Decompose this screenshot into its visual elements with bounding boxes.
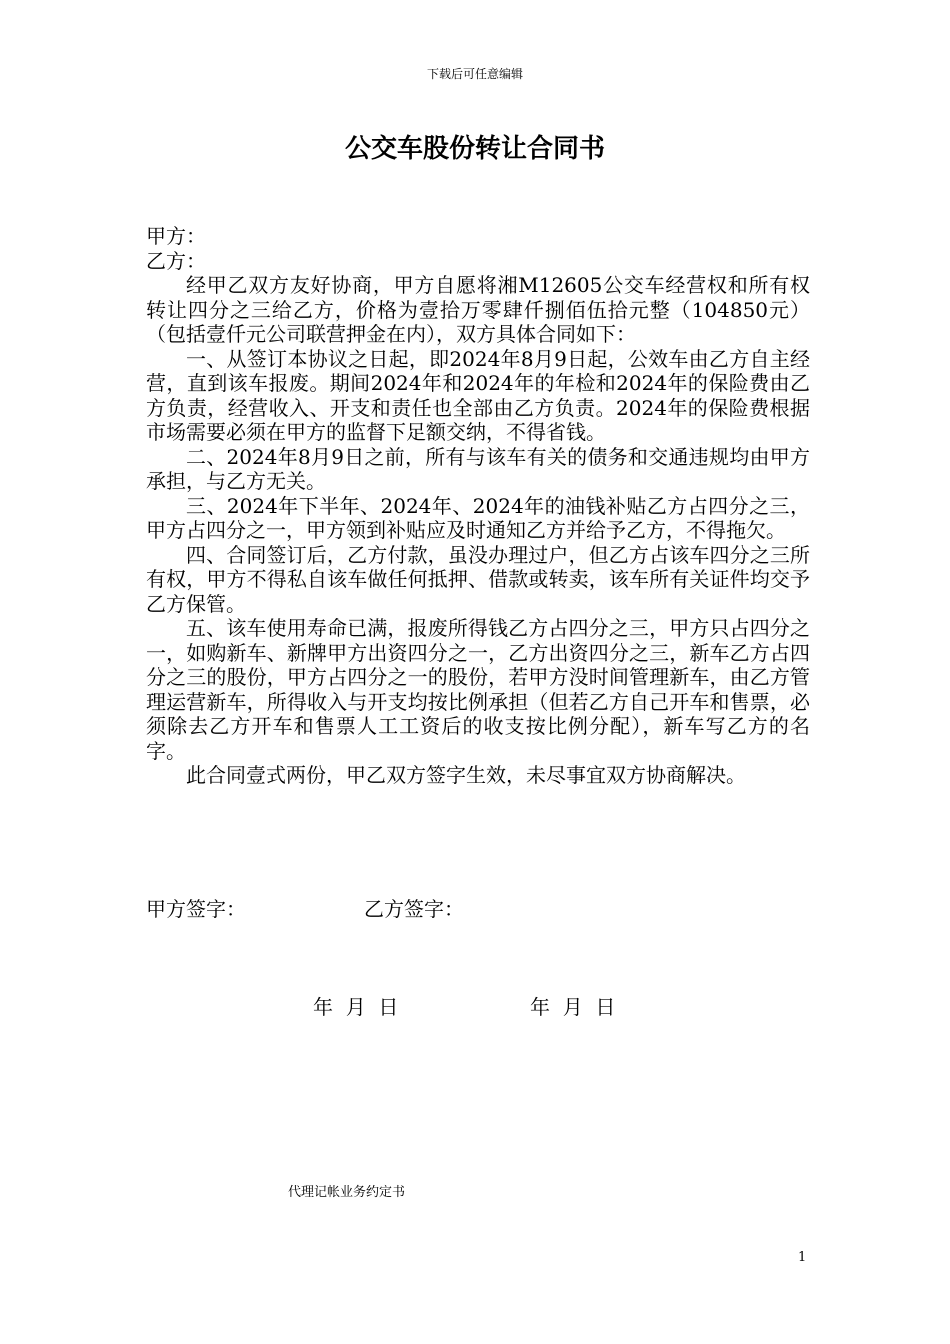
header-note: 下载后可任意编辑: [426, 67, 523, 81]
signature-a-label: 甲方签字：: [146, 897, 246, 921]
page-number: 1: [798, 1250, 807, 1265]
clause-3: 三、2024年下半年、2024年、2024年的油钱补贴乙方占四分之三，甲方占四分之一，甲方领到补贴应及时通知乙方并给予乙方，不得拖欠。: [146, 493, 810, 542]
date-b: [530, 994, 615, 1020]
signature-b-label: 乙方签字：: [364, 897, 464, 921]
contract-body: [146, 224, 810, 788]
clause-2: 二、2024年8月9日之前，所有与该车有关的债务和交通违规均由甲方承担，与乙方无关。: [146, 444, 810, 493]
closing-paragraph: 此合同壹式两份，甲乙双方签字生效，未尽事宜双方协商解决。: [186, 763, 746, 787]
clause-5: 五、该车使用寿命已满，报废所得钱乙方占四分之三，甲方只占四分之一，如购新车、新牌甲方出资四分之一，乙方出资四分之三，新车乙方占四分之三的股份，甲方占四分之一的股份，若甲方没时间管理新车，由乙方管理运营新车，所得收入与开支均按比例承担（但若乙方自己开车和售票，必须除去乙方开车和售票人工工资后的收支按比例分配），新车写乙方的名字。: [146, 616, 810, 763]
party-a-label: 甲方：: [146, 224, 206, 248]
signature-block: [146, 896, 464, 922]
intro-paragraph: 经甲乙双方友好协商，甲方自愿将湘M12605公交车经营权和所有权转让四分之三给乙方，价格为壹拾万零肆仟捌佰伍拾元整（104850元）（包括壹仟元公司联营押金在内），双方具体合同如下：: [146, 273, 810, 346]
clause-4: 四、合同签订后，乙方付款，虽没办理过户，但乙方占该车四分之三所有权，甲方不得私自该车做任何抵押、借款或转卖，该车所有关证件均交予乙方保管。: [146, 542, 810, 616]
document-title: 公交车股份转让合同书: [344, 134, 605, 164]
date-b-text: 年 月 日: [530, 995, 616, 1019]
party-b-label: 乙方：: [146, 248, 206, 273]
footer-note: 代理记帐业务约定书: [288, 1185, 406, 1200]
date-a-text: 年 月 日: [313, 995, 399, 1019]
date-a: [313, 994, 398, 1020]
clause-1: 一、从签订本协议之日起，即2024年8月9日起，公效车由乙方自主经营，直到该车报废。期间2024年和2024年的年检和2024年的保险费由乙方负责，经营收入、开支和责任也全部由乙方负责。2024年的保险费根据市场需要必须在甲方的监督下足额交纳，不得省钱。: [146, 346, 810, 444]
